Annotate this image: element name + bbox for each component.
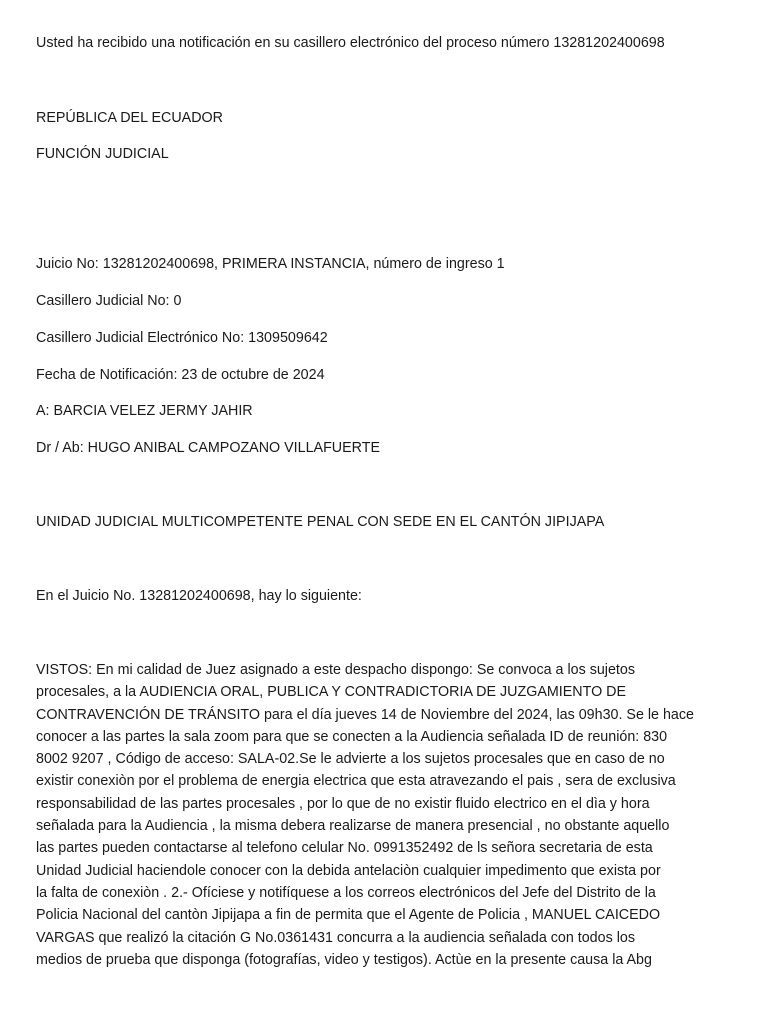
paragraph-line: VARGAS que realizó la citación G No.0361431 concurra a la audiencia señalada con todos los — [36, 929, 635, 946]
case-intro-line: En el Juicio No. 13281202400698, hay lo siguiente: — [36, 588, 362, 604]
paragraph-line: VISTOS: En mi calidad de Juez asignado a este despacho dispongo: Se convoca a los sujetos — [36, 662, 635, 678]
judicial-unit-heading: UNIDAD JUDICIAL MULTICOMPETENTE PENAL CON SEDE EN EL CANTÓN JIPIJAPA — [36, 514, 605, 530]
paragraph-line: la falta de conexiòn . 2.- Ofíciese y notifíquese a los correos electrónicos del Jefe del Distrito de la — [36, 884, 656, 901]
lawyer-line: Dr / Ab: HUGO ANIBAL CAMPOZANO VILLAFUERTE — [36, 440, 381, 456]
paragraph-line: señalada para la Audiencia , la misma debera realizarse de manera presencial , no obstante aquello — [36, 818, 670, 835]
resolution-paragraph — [36, 659, 736, 971]
judicial-function-heading: FUNCIÓN JUDICIAL — [36, 146, 169, 162]
paragraph-line: responsabilidad de las partes procesales , por lo que de no existir fluido electrico en el dìa y hora — [36, 795, 650, 812]
recipient-line: A: BARCIA VELEZ JERMY JAHIR — [36, 403, 253, 419]
paragraph-line: 8002 9207 , Código de acceso: SALA-02.Se le advierte a los sujetos procesales que en caso de no — [36, 751, 665, 768]
electronic-locker-line: Casillero Judicial Electrónico No: 1309509642 — [36, 330, 328, 346]
notification-date-line: Fecha de Notificación: 23 de octubre de 2024 — [36, 367, 325, 383]
paragraph-line: Policia Nacional del cantòn Jipijapa a fin de permita que el Agente de Policia , MANUEL CAICEDO — [36, 907, 661, 924]
notification-line: Usted ha recibido una notificación en su casillero electrónico del proceso número 13281202400698 — [36, 35, 665, 51]
paragraph-line: existir conexiòn por el problema de energia electrica que esta atravezando el pais , sera de exclusiva — [36, 773, 676, 790]
paragraph-line: conocer a las partes la sala zoom para que se conecten a la Audiencia señalada ID de reunión: 830 — [36, 728, 668, 745]
case-number-line: Juicio No: 13281202400698, PRIMERA INSTANCIA, número de ingreso 1 — [36, 256, 505, 272]
paragraph-line: Unidad Judicial haciendole conocer con la debida antelaciòn cualquier impedimento que exista por — [36, 862, 661, 879]
paragraph-line: medios de prueba que disponga (fotografías, video y testigos). Actùe en la presente causa la Abg — [36, 951, 652, 968]
paragraph-line: CONTRAVENCIÓN DE TRÁNSITO para el día jueves 14 de Noviembre del 2024, las 09h30. Se le hace — [36, 706, 694, 723]
republic-heading: REPÚBLICA DEL ECUADOR — [36, 110, 223, 126]
paragraph-line: las partes pueden contactarse al telefono celular No. 0991352492 de ls señora secretaria de esta — [36, 840, 653, 857]
paragraph-line: procesales, a la AUDIENCIA ORAL, PUBLICA Y CONTRADICTORIA DE JUZGAMIENTO DE — [36, 684, 627, 701]
judicial-locker-line: Casillero Judicial No: 0 — [36, 293, 182, 309]
